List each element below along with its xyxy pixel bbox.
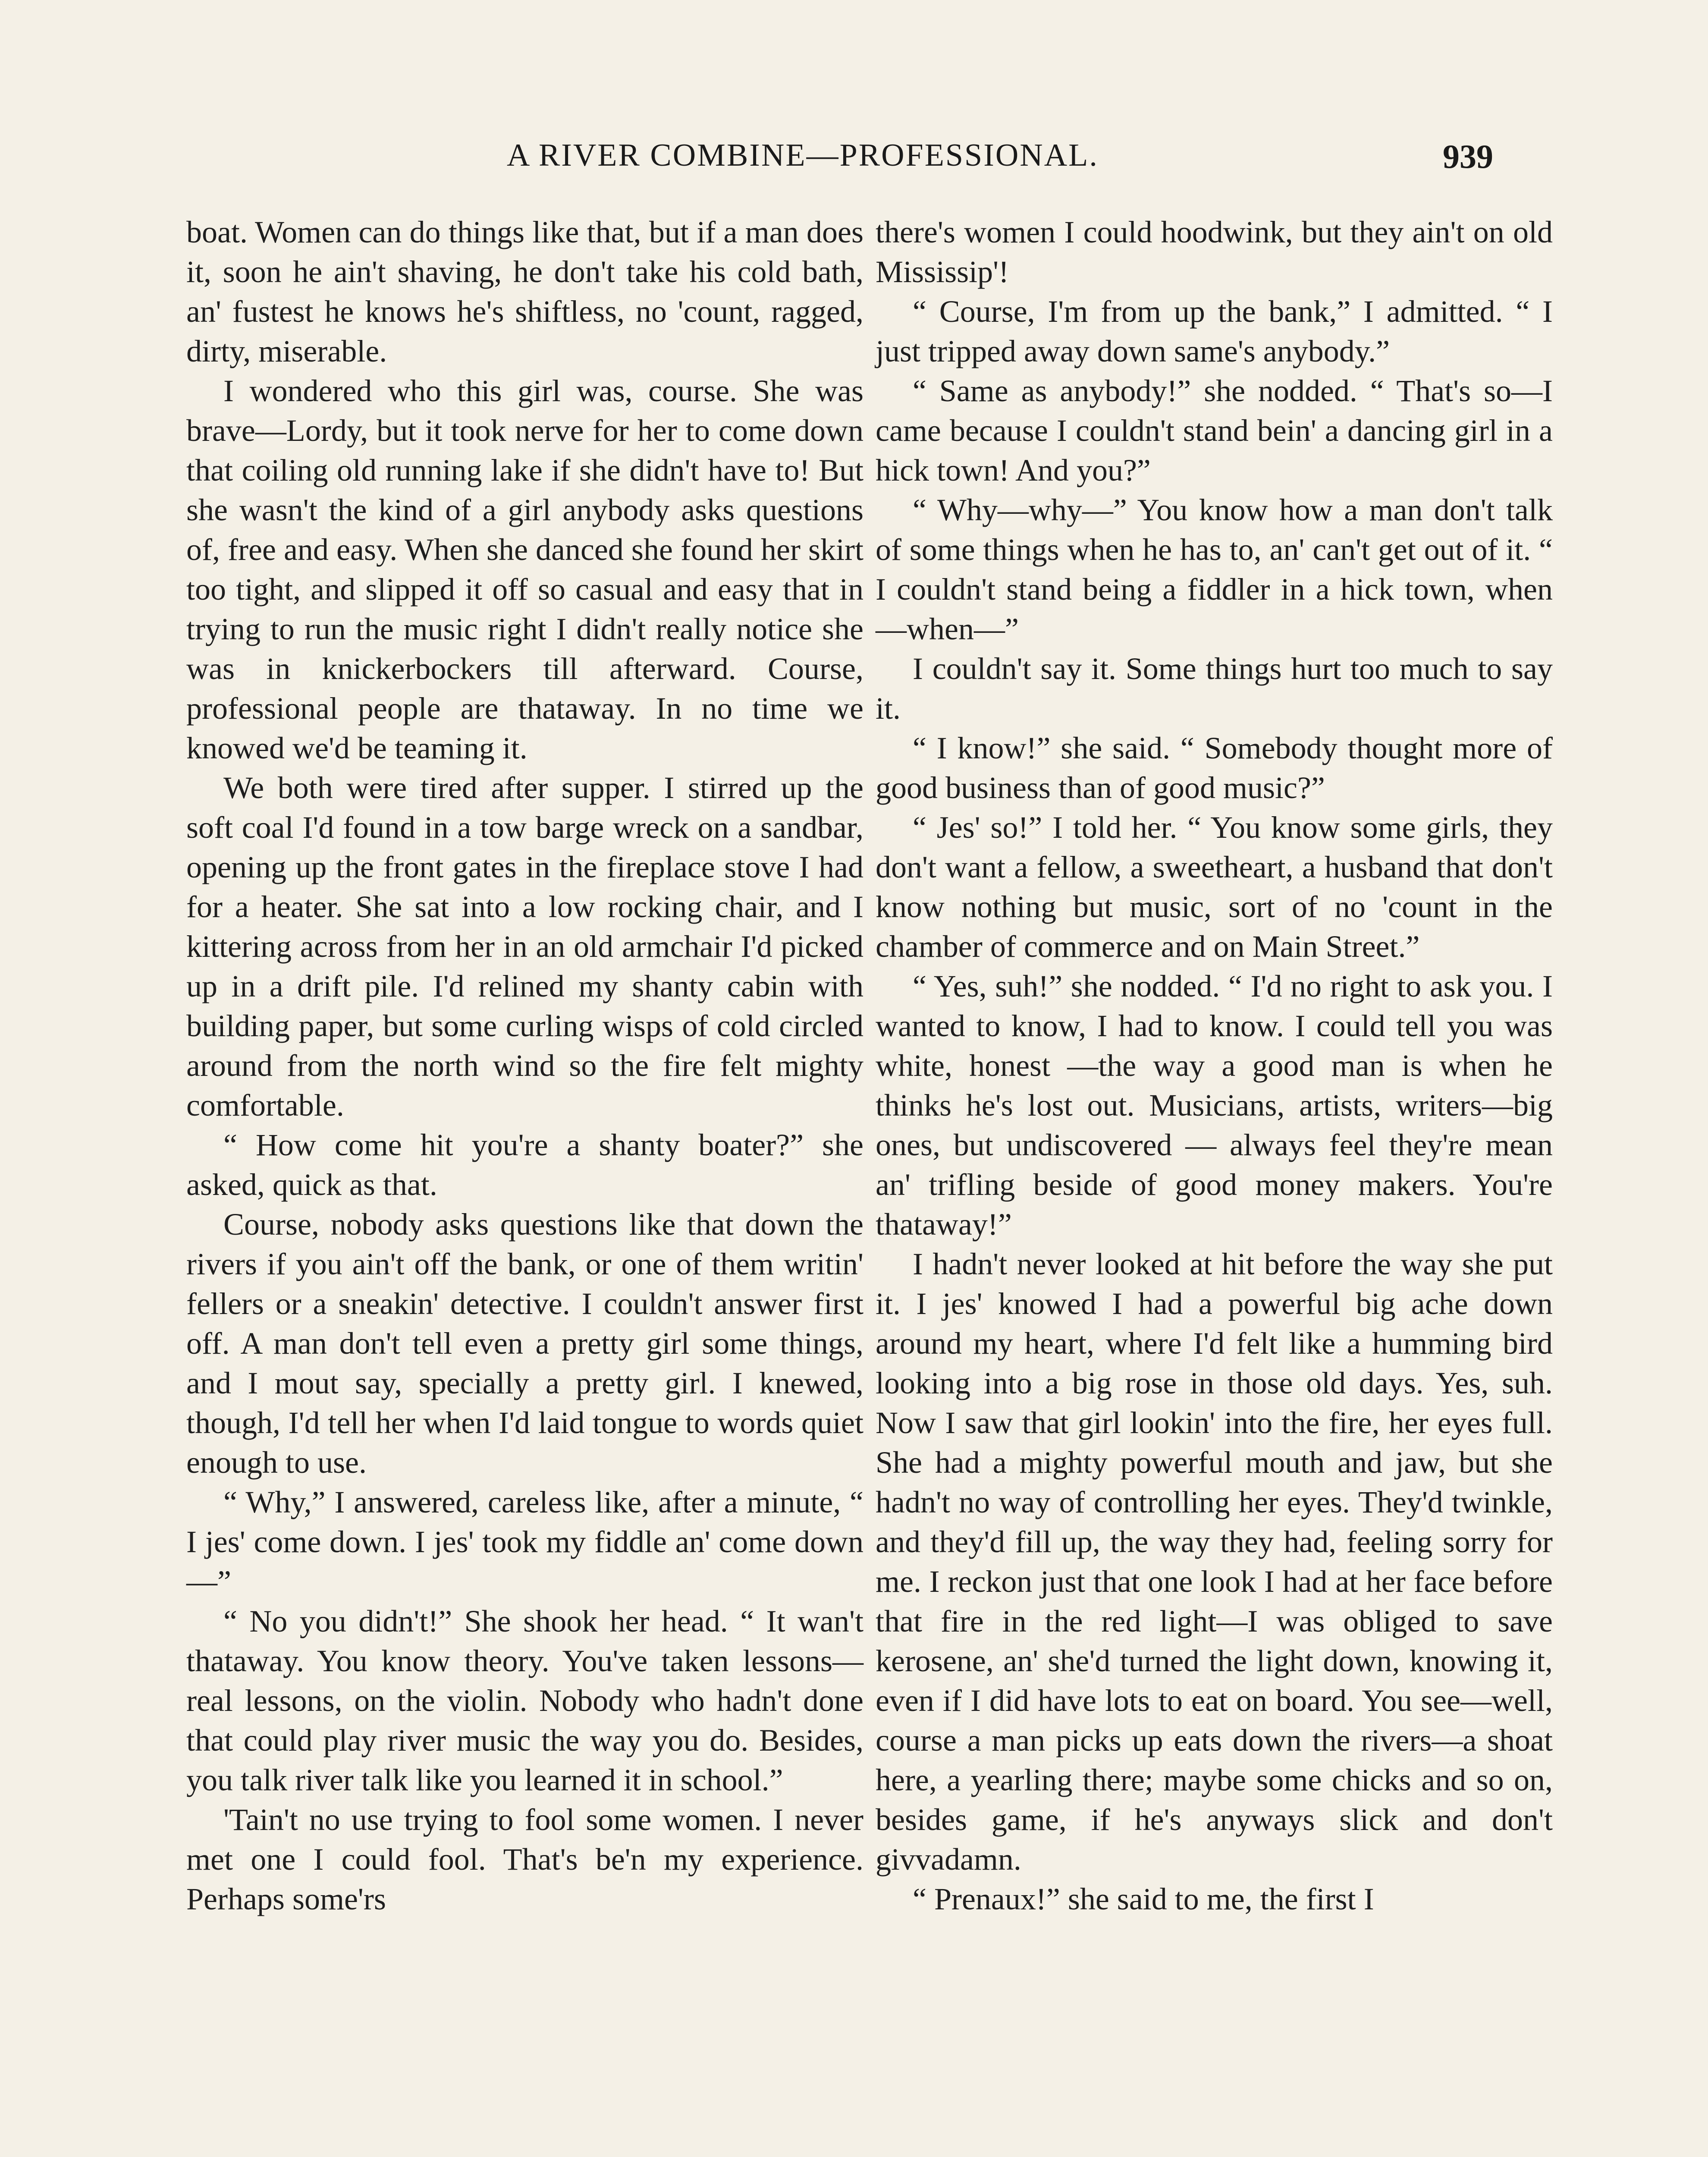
- paragraph: “ Why—why—” You know how a man don't talk of some things when he has to, an' can't get out of it. “ I couldn't stand being a fiddler in a hick town, when—when—”: [876, 493, 1553, 646]
- paragraph: “ No you didn't!” She shook her head. “ It wan't thataway. You know theory. You've taken lessons—real lessons, on the violin. Nobody who hadn't done that could play river music the way you do. Besides, you talk river talk like you learned it in school.”: [186, 1604, 863, 1797]
- paragraph: “ How come hit you're a shanty boater?” she asked, quick as that.: [186, 1128, 863, 1202]
- left-text-column: [186, 212, 863, 1919]
- paragraph: “ Yes, suh!” she nodded. “ I'd no right to ask you. I wanted to know, I had to know. I could tell you was white, honest —the way a good man is when he thinks he's lost out. Musicians, artists, writers—big ones, but undiscovered — always feel they're mean an' trifling beside of good money makers. You're thataway!”: [876, 969, 1553, 1242]
- paragraph: there's women I could hoodwink, but they ain't on old Mississip'!: [876, 215, 1553, 289]
- paragraph: “ Why,” I answered, careless like, after a minute, “ I jes' come down. I jes' took my fiddle an' come down—”: [186, 1485, 863, 1599]
- page-number: 939: [1443, 138, 1493, 175]
- paragraph: boat. Women can do things like that, but if a man does it, soon he ain't shaving, he don't take his cold bath, an' fustest he knows he's shiftless, no 'count, ragged, dirty, miserable.: [186, 215, 863, 368]
- running-header-title: A RIVER COMBINE—PROFESSIONAL.: [507, 138, 1099, 173]
- paragraph: I couldn't say it. Some things hurt too much to say it.: [876, 651, 1553, 726]
- paragraph: We both were tired after supper. I stirred up the soft coal I'd found in a tow barge wreck on a sandbar, opening up the front gates in the fireplace stove I had for a heater. She sat into a low rocking chair, and I kittering across from her in an old armchair I'd picked up in a drift pile. I'd relined my shanty cabin with building paper, but some curling wisps of cold circled around from the north wind so the fire felt mighty comfortable.: [186, 770, 863, 1123]
- right-text-column: [876, 212, 1553, 1919]
- paragraph: “ Prenaux!” she said to me, the first I: [913, 1882, 1374, 1916]
- paragraph: “ Jes' so!” I told her. “ You know some girls, they don't want a fellow, a sweetheart, a husband that don't know nothing but music, sort of no 'count in the chamber of commerce and on Main Street.”: [876, 810, 1553, 964]
- paragraph: Course, nobody asks questions like that down the rivers if you ain't off the bank, or one of them writin' fellers or a sneakin' detective. I couldn't answer first off. A man don't tell even a pretty girl some things, and I mout say, specially a pretty girl. I knewed, though, I'd tell her when I'd laid tongue to words quiet enough to use.: [186, 1207, 863, 1480]
- paragraph: “ I know!” she said. “ Somebody thought more of good business than of good music?”: [876, 731, 1553, 805]
- paragraph: 'Tain't no use trying to fool some women. I never met one I could fool. That's be'n my experience. Perhaps some'rs: [186, 1802, 863, 1916]
- paragraph: “ Course, I'm from up the bank,” I admitted. “ I just tripped away down same's anybody.”: [876, 294, 1553, 368]
- paragraph: I wondered who this girl was, course. She was brave—Lordy, but it took nerve for her to come down that coiling old running lake if she didn't have to! But she wasn't the kind of a girl anybody asks questions of, free and easy. When she danced she found her skirt too tight, and slipped it off so casual and easy that in trying to run the music right I didn't really notice she was in knickerbockers till afterward. Course, professional people are thataway. In no time we knowed we'd be teaming it.: [186, 374, 863, 765]
- paragraph: I hadn't never looked at hit before the way she put it. I jes' knowed I had a powerful big ache down around my heart, where I'd felt like a humming bird looking into a big rose in those old days. Yes, suh. Now I saw that girl lookin' into the fire, her eyes full. She had a mighty powerful mouth and jaw, but she hadn't no way of controlling her eyes. They'd twinkle, and they'd fill up, the way they had, feeling sorry for me. I reckon just that one look I had at her face before that fire in the red light—I was obliged to save kerosene, an' she'd turned the light down, knowing it, even if I did have lots to eat on board. You see—well, course a man picks up eats down the rivers—a shoat here, a yearling there; maybe some chicks and so on, besides game, if he's anyways slick and don't givvadamn.: [876, 1247, 1553, 1877]
- paragraph: “ Same as anybody!” she nodded. “ That's so—I came because I couldn't stand bein' a dancing girl in a hick town! And you?”: [876, 374, 1553, 487]
